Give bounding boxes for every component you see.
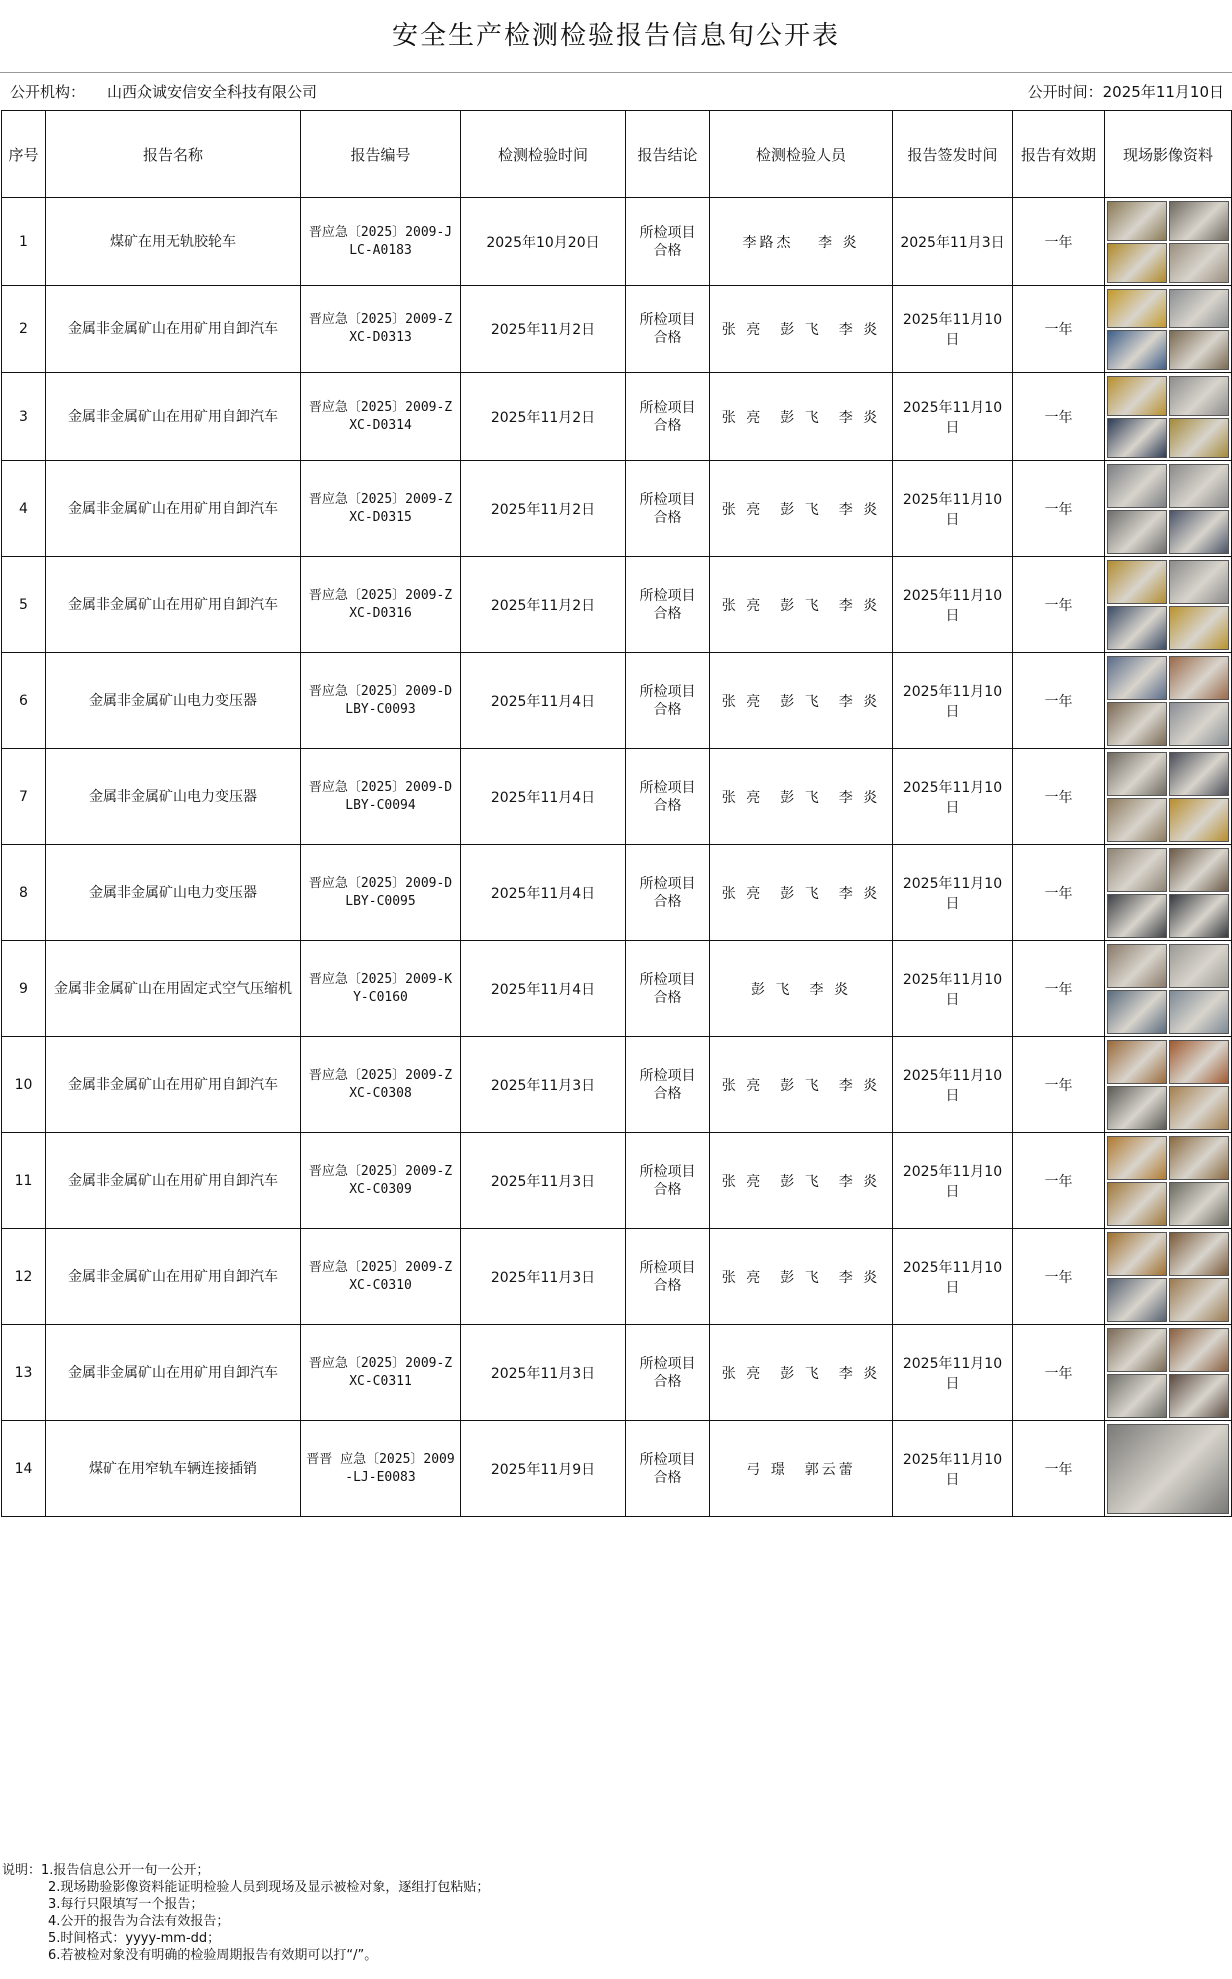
header-cell: 检测检验时间 bbox=[461, 111, 626, 198]
site-photo-thumbnail[interactable] bbox=[1169, 944, 1229, 988]
site-photo-thumbnail[interactable] bbox=[1169, 289, 1229, 329]
conclusion: 所检项目合格 bbox=[626, 198, 710, 286]
report-name: 金属非金属矿山在用矿用自卸汽车 bbox=[46, 557, 301, 653]
site-photo-thumbnail[interactable] bbox=[1107, 1182, 1167, 1226]
report-name: 金属非金属矿山在用矿用自卸汽车 bbox=[46, 1229, 301, 1325]
test-time: 2025年11月4日 bbox=[461, 845, 626, 941]
validity: 一年 bbox=[1013, 749, 1105, 845]
site-photo-thumbnail[interactable] bbox=[1107, 1374, 1167, 1418]
site-photo-thumbnail[interactable] bbox=[1107, 944, 1167, 988]
report-name: 金属非金属矿山电力变压器 bbox=[46, 749, 301, 845]
header-cell: 报告结论 bbox=[626, 111, 710, 198]
validity: 一年 bbox=[1013, 1325, 1105, 1421]
conclusion: 所检项目合格 bbox=[626, 373, 710, 461]
conclusion: 所检项目合格 bbox=[626, 1229, 710, 1325]
sign-time: 2025年11月10日 bbox=[893, 749, 1013, 845]
site-photo-thumbnail[interactable] bbox=[1169, 990, 1229, 1034]
site-photos bbox=[1105, 1325, 1232, 1421]
site-photo-thumbnail[interactable] bbox=[1169, 418, 1229, 458]
report-code: 晋应急〔2025〕2009-JLC-A0183 bbox=[301, 198, 461, 286]
site-photo-thumbnail[interactable] bbox=[1107, 1086, 1167, 1130]
validity: 一年 bbox=[1013, 373, 1105, 461]
row-number: 11 bbox=[2, 1133, 46, 1229]
row-number: 10 bbox=[2, 1037, 46, 1133]
inspectors: 张 亮 彭 飞 李 炎 bbox=[710, 749, 893, 845]
inspectors: 彭 飞 李 炎 bbox=[710, 941, 893, 1037]
site-photo-thumbnail[interactable] bbox=[1107, 289, 1167, 329]
validity: 一年 bbox=[1013, 1421, 1105, 1517]
report-name: 金属非金属矿山在用矿用自卸汽车 bbox=[46, 1037, 301, 1133]
site-photos bbox=[1105, 653, 1232, 749]
site-photo-thumbnail[interactable] bbox=[1169, 1232, 1229, 1276]
site-photo-thumbnail[interactable] bbox=[1107, 702, 1167, 746]
table-row bbox=[2, 749, 1232, 845]
site-photo-thumbnail[interactable] bbox=[1107, 606, 1167, 650]
validity: 一年 bbox=[1013, 198, 1105, 286]
test-time: 2025年11月2日 bbox=[461, 557, 626, 653]
conclusion: 所检项目合格 bbox=[626, 941, 710, 1037]
header-row bbox=[2, 111, 1232, 198]
inspectors: 张 亮 彭 飞 李 炎 bbox=[710, 1229, 893, 1325]
report-name: 金属非金属矿山在用固定式空气压缩机 bbox=[46, 941, 301, 1037]
report-name: 金属非金属矿山在用矿用自卸汽车 bbox=[46, 1325, 301, 1421]
report-name: 金属非金属矿山电力变压器 bbox=[46, 653, 301, 749]
site-photos bbox=[1105, 286, 1232, 373]
site-photos bbox=[1105, 1229, 1232, 1325]
test-time: 2025年11月4日 bbox=[461, 749, 626, 845]
report-code: 晋应急〔2025〕2009-DLBY-C0094 bbox=[301, 749, 461, 845]
site-photo-thumbnail[interactable] bbox=[1107, 510, 1167, 554]
row-number: 7 bbox=[2, 749, 46, 845]
publish-date: 公开时间：2025年11月10日 bbox=[1027, 83, 1224, 101]
report-table bbox=[1, 110, 1232, 1517]
inspectors: 张 亮 彭 飞 李 炎 bbox=[710, 557, 893, 653]
row-number: 2 bbox=[2, 286, 46, 373]
row-number: 1 bbox=[2, 198, 46, 286]
report-code: 晋应急〔2025〕2009-ZXC-C0311 bbox=[301, 1325, 461, 1421]
row-number: 14 bbox=[2, 1421, 46, 1517]
site-photo-thumbnail[interactable] bbox=[1169, 702, 1229, 746]
sign-time: 2025年11月10日 bbox=[893, 1421, 1013, 1517]
site-photo-thumbnail[interactable] bbox=[1169, 1136, 1229, 1180]
site-photo-thumbnail[interactable] bbox=[1169, 752, 1229, 796]
validity: 一年 bbox=[1013, 653, 1105, 749]
site-photo-thumbnail[interactable] bbox=[1107, 1328, 1167, 1372]
site-photo-thumbnail[interactable] bbox=[1169, 376, 1229, 416]
row-number: 3 bbox=[2, 373, 46, 461]
test-time: 2025年11月2日 bbox=[461, 461, 626, 557]
page-title: 安全生产检测检验报告信息旬公开表 bbox=[391, 21, 840, 51]
site-photo-thumbnail[interactable] bbox=[1107, 798, 1167, 842]
sign-time: 2025年11月10日 bbox=[893, 373, 1013, 461]
test-time: 2025年11月3日 bbox=[461, 1229, 626, 1325]
sign-time: 2025年11月10日 bbox=[893, 286, 1013, 373]
validity: 一年 bbox=[1013, 461, 1105, 557]
test-time: 2025年11月3日 bbox=[461, 1325, 626, 1421]
sign-time: 2025年11月10日 bbox=[893, 845, 1013, 941]
conclusion: 所检项目合格 bbox=[626, 653, 710, 749]
inspectors: 李路杰 李 炎 bbox=[710, 198, 893, 286]
note-line: 3.每行只限填写一个报告； bbox=[48, 1897, 204, 1912]
site-photo-thumbnail[interactable] bbox=[1107, 201, 1167, 241]
conclusion: 所检项目合格 bbox=[626, 749, 710, 845]
site-photo-thumbnail[interactable] bbox=[1169, 606, 1229, 650]
report-name: 煤矿在用无轨胶轮车 bbox=[46, 198, 301, 286]
sign-time: 2025年11月10日 bbox=[893, 1037, 1013, 1133]
note-line: 6.若被检对象没有明确的检验周期报告有效期可以打“/”。 bbox=[48, 1948, 378, 1963]
site-photo-thumbnail[interactable] bbox=[1107, 376, 1167, 416]
table-row bbox=[2, 1133, 1232, 1229]
site-photo-thumbnail[interactable] bbox=[1107, 1278, 1167, 1322]
validity: 一年 bbox=[1013, 1133, 1105, 1229]
table-body bbox=[2, 198, 1232, 1517]
note-line: 说明：1.报告信息公开一旬一公开； bbox=[2, 1863, 210, 1878]
sign-time: 2025年11月10日 bbox=[893, 1325, 1013, 1421]
row-number: 8 bbox=[2, 845, 46, 941]
conclusion: 所检项目合格 bbox=[626, 845, 710, 941]
conclusion: 所检项目合格 bbox=[626, 1421, 710, 1517]
notes bbox=[2, 1862, 1230, 1964]
site-photo-thumbnail[interactable] bbox=[1169, 464, 1229, 508]
site-photos bbox=[1105, 749, 1232, 845]
org-name: 山西众诚安信安全科技有限公司 bbox=[107, 83, 318, 101]
inspectors: 张 亮 彭 飞 李 炎 bbox=[710, 286, 893, 373]
validity: 一年 bbox=[1013, 1037, 1105, 1133]
note-line: 5.时间格式：yyyy-mm-dd； bbox=[48, 1931, 221, 1946]
site-photo-thumbnail[interactable] bbox=[1107, 990, 1167, 1034]
site-photos bbox=[1105, 373, 1232, 461]
site-photo-thumbnail[interactable] bbox=[1169, 510, 1229, 554]
inspectors: 张 亮 彭 飞 李 炎 bbox=[710, 461, 893, 557]
validity: 一年 bbox=[1013, 557, 1105, 653]
header-cell: 报告名称 bbox=[46, 111, 301, 198]
row-number: 12 bbox=[2, 1229, 46, 1325]
table-row bbox=[2, 1421, 1232, 1517]
org-label: 公开机构： bbox=[10, 83, 86, 101]
report-name: 金属非金属矿山在用矿用自卸汽车 bbox=[46, 373, 301, 461]
site-photo-thumbnail[interactable] bbox=[1107, 752, 1167, 796]
sign-time: 2025年11月10日 bbox=[893, 941, 1013, 1037]
test-time: 2025年11月3日 bbox=[461, 1037, 626, 1133]
table-row bbox=[2, 1229, 1232, 1325]
meta-bar bbox=[0, 72, 1232, 111]
note-line: 4.公开的报告为合法有效报告； bbox=[48, 1914, 230, 1929]
inspectors: 张 亮 彭 飞 李 炎 bbox=[710, 1037, 893, 1133]
org-info bbox=[10, 73, 317, 111]
table-row bbox=[2, 461, 1232, 557]
test-time: 2025年11月2日 bbox=[461, 286, 626, 373]
site-photo-thumbnail[interactable] bbox=[1169, 1328, 1229, 1372]
row-number: 6 bbox=[2, 653, 46, 749]
site-photos bbox=[1105, 198, 1232, 286]
table-row bbox=[2, 845, 1232, 941]
site-photo-thumbnail[interactable] bbox=[1107, 848, 1167, 892]
table-row bbox=[2, 198, 1232, 286]
test-time: 2025年10月20日 bbox=[461, 198, 626, 286]
header-cell: 检测检验人员 bbox=[710, 111, 893, 198]
site-photos bbox=[1105, 845, 1232, 941]
table-row bbox=[2, 286, 1232, 373]
site-photo-thumbnail[interactable] bbox=[1107, 656, 1167, 700]
validity: 一年 bbox=[1013, 1229, 1105, 1325]
conclusion: 所检项目合格 bbox=[626, 557, 710, 653]
report-code: 晋应急〔2025〕2009-ZXC-C0309 bbox=[301, 1133, 461, 1229]
table-row bbox=[2, 941, 1232, 1037]
inspectors: 张 亮 彭 飞 李 炎 bbox=[710, 373, 893, 461]
site-photo-thumbnail[interactable] bbox=[1107, 1040, 1167, 1084]
site-photo-thumbnail[interactable] bbox=[1107, 330, 1167, 370]
site-photo-thumbnail[interactable] bbox=[1169, 201, 1229, 241]
inspectors: 张 亮 彭 飞 李 炎 bbox=[710, 845, 893, 941]
site-photo-thumbnail[interactable] bbox=[1169, 1086, 1229, 1130]
report-name: 金属非金属矿山在用矿用自卸汽车 bbox=[46, 1133, 301, 1229]
table-row bbox=[2, 1325, 1232, 1421]
site-photo-thumbnail[interactable] bbox=[1169, 1040, 1229, 1084]
report-code: 晋应急〔2025〕2009-ZXC-D0316 bbox=[301, 557, 461, 653]
inspectors: 张 亮 彭 飞 李 炎 bbox=[710, 1133, 893, 1229]
conclusion: 所检项目合格 bbox=[626, 286, 710, 373]
sign-time: 2025年11月10日 bbox=[893, 461, 1013, 557]
sign-time: 2025年11月3日 bbox=[893, 198, 1013, 286]
site-photo-thumbnail[interactable] bbox=[1169, 1374, 1229, 1418]
report-name: 金属非金属矿山电力变压器 bbox=[46, 845, 301, 941]
header-cell: 报告编号 bbox=[301, 111, 461, 198]
table-row bbox=[2, 557, 1232, 653]
site-photo-thumbnail[interactable] bbox=[1169, 1182, 1229, 1226]
conclusion: 所检项目合格 bbox=[626, 1037, 710, 1133]
row-number: 5 bbox=[2, 557, 46, 653]
test-time: 2025年11月4日 bbox=[461, 941, 626, 1037]
note-line: 2.现场勘验影像资料能证明检验人员到现场及显示被检对象，逐组打包粘贴； bbox=[48, 1880, 490, 1895]
conclusion: 所检项目合格 bbox=[626, 461, 710, 557]
site-photo-thumbnail[interactable] bbox=[1107, 1424, 1229, 1514]
validity: 一年 bbox=[1013, 941, 1105, 1037]
report-code: 晋应急〔2025〕2009-ZXC-D0313 bbox=[301, 286, 461, 373]
site-photo-thumbnail[interactable] bbox=[1169, 1278, 1229, 1322]
report-code: 晋应急〔2025〕2009-DLBY-C0095 bbox=[301, 845, 461, 941]
inspectors: 张 亮 彭 飞 李 炎 bbox=[710, 1325, 893, 1421]
site-photo-thumbnail[interactable] bbox=[1107, 1232, 1167, 1276]
inspectors: 弓 璟 郭云蕾 bbox=[710, 1421, 893, 1517]
report-code: 晋应急〔2025〕2009-DLBY-C0093 bbox=[301, 653, 461, 749]
sign-time: 2025年11月10日 bbox=[893, 1133, 1013, 1229]
inspectors: 张 亮 彭 飞 李 炎 bbox=[710, 653, 893, 749]
sign-time: 2025年11月10日 bbox=[893, 557, 1013, 653]
conclusion: 所检项目合格 bbox=[626, 1325, 710, 1421]
site-photo-thumbnail[interactable] bbox=[1169, 330, 1229, 370]
site-photo-thumbnail[interactable] bbox=[1107, 894, 1167, 938]
site-photo-thumbnail[interactable] bbox=[1169, 798, 1229, 842]
site-photo-thumbnail[interactable] bbox=[1107, 418, 1167, 458]
site-photos bbox=[1105, 557, 1232, 653]
table-row bbox=[2, 373, 1232, 461]
site-photo-thumbnail[interactable] bbox=[1107, 560, 1167, 604]
header-cell: 报告签发时间 bbox=[893, 111, 1013, 198]
site-photo-thumbnail[interactable] bbox=[1169, 848, 1229, 892]
site-photos bbox=[1105, 461, 1232, 557]
report-code: 晋应急〔2025〕2009-ZXC-C0308 bbox=[301, 1037, 461, 1133]
table-row bbox=[2, 653, 1232, 749]
row-number: 13 bbox=[2, 1325, 46, 1421]
site-photo-thumbnail[interactable] bbox=[1107, 243, 1167, 283]
report-code: 晋应急〔2025〕2009-ZXC-D0315 bbox=[301, 461, 461, 557]
row-number: 9 bbox=[2, 941, 46, 1037]
sign-time: 2025年11月10日 bbox=[893, 1229, 1013, 1325]
test-time: 2025年11月2日 bbox=[461, 373, 626, 461]
report-name: 煤矿在用窄轨车辆连接插销 bbox=[46, 1421, 301, 1517]
site-photos bbox=[1105, 941, 1232, 1037]
site-photo-thumbnail[interactable] bbox=[1107, 464, 1167, 508]
sign-time: 2025年11月10日 bbox=[893, 653, 1013, 749]
site-photo-thumbnail[interactable] bbox=[1169, 894, 1229, 938]
conclusion: 所检项目合格 bbox=[626, 1133, 710, 1229]
report-name: 金属非金属矿山在用矿用自卸汽车 bbox=[46, 286, 301, 373]
report-name: 金属非金属矿山在用矿用自卸汽车 bbox=[46, 461, 301, 557]
table-row bbox=[2, 1037, 1232, 1133]
validity: 一年 bbox=[1013, 286, 1105, 373]
validity: 一年 bbox=[1013, 845, 1105, 941]
site-photo-thumbnail[interactable] bbox=[1169, 656, 1229, 700]
report-code: 晋应急〔2025〕2009-KY-C0160 bbox=[301, 941, 461, 1037]
site-photo-thumbnail[interactable] bbox=[1169, 560, 1229, 604]
report-code: 晋应急〔2025〕2009-ZXC-D0314 bbox=[301, 373, 461, 461]
report-code: 晋晋 应急〔2025〕2009-LJ-E0083 bbox=[301, 1421, 461, 1517]
test-time: 2025年11月4日 bbox=[461, 653, 626, 749]
site-photos bbox=[1105, 1421, 1232, 1517]
test-time: 2025年11月3日 bbox=[461, 1133, 626, 1229]
site-photo-thumbnail[interactable] bbox=[1107, 1136, 1167, 1180]
site-photos bbox=[1105, 1037, 1232, 1133]
header-cell: 报告有效期 bbox=[1013, 111, 1105, 198]
row-number: 4 bbox=[2, 461, 46, 557]
header-cell: 序号 bbox=[2, 111, 46, 198]
report-code: 晋应急〔2025〕2009-ZXC-C0310 bbox=[301, 1229, 461, 1325]
header-cell: 现场影像资料 bbox=[1105, 111, 1232, 198]
site-photo-thumbnail[interactable] bbox=[1169, 243, 1229, 283]
test-time: 2025年11月9日 bbox=[461, 1421, 626, 1517]
site-photos bbox=[1105, 1133, 1232, 1229]
